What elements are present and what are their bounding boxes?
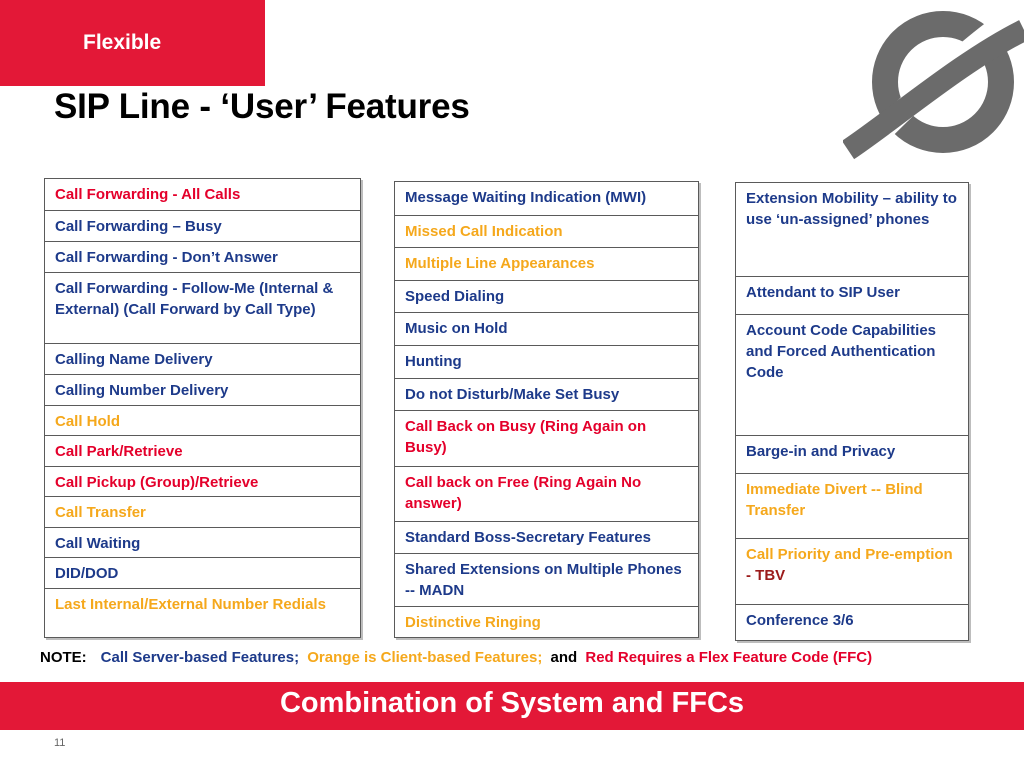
page-number: 11	[54, 737, 66, 749]
note-label: NOTE:	[40, 649, 87, 666]
feature-label: Call Priority and Pre-emption	[746, 546, 953, 563]
feature-label: Call Pickup (Group)/Retrieve	[55, 474, 259, 491]
feature-item	[45, 557, 360, 588]
feature-item	[45, 272, 360, 343]
feature-item	[45, 435, 360, 466]
slide-title: SIP Line - ‘User’ Features	[54, 87, 470, 126]
feature-label: Attendant to SIP User	[746, 284, 900, 301]
feature-label: Call Forwarding - Follow-Me (Internal & External) (Call Forward by Call Type)	[55, 280, 334, 318]
feature-item	[736, 473, 968, 538]
feature-label: Barge-in and Privacy	[746, 443, 896, 460]
feature-tbv-label: - TBV	[746, 567, 786, 584]
feature-item	[45, 343, 360, 374]
feature-label: Immediate Divert -- Blind Transfer	[746, 481, 923, 519]
feature-label: Shared Extensions on Multiple Phones -- MADN	[405, 561, 682, 599]
feature-label: Call Forwarding - All Calls	[55, 186, 241, 203]
feature-label: Last Internal/External Number Redials	[55, 596, 326, 613]
section-tag	[0, 0, 265, 86]
feature-item	[736, 183, 968, 276]
feature-label: Call Forwarding – Busy	[55, 218, 222, 235]
feature-label: Call Park/Retrieve	[55, 443, 183, 460]
globe-logo-icon	[843, 0, 1024, 170]
feature-label: Speed Dialing	[405, 288, 505, 305]
feature-item	[45, 241, 360, 272]
feature-label: Standard Boss-Secretary Features	[405, 529, 651, 546]
feature-item	[45, 210, 360, 241]
bottom-banner	[0, 682, 1024, 730]
feature-column-1	[44, 178, 361, 638]
feature-item	[736, 538, 968, 604]
feature-label: Calling Number Delivery	[55, 382, 229, 399]
feature-item	[45, 588, 360, 639]
legend-note	[40, 649, 876, 666]
note-blue-legend: Call Server-based Features;	[100, 649, 300, 666]
feature-item	[736, 604, 968, 642]
feature-label: Do not Disturb/Make Set Busy	[405, 386, 620, 403]
feature-label: Call Forwarding - Don’t Answer	[55, 249, 278, 266]
feature-label: Call Back on Busy (Ring Again on Busy)	[405, 418, 647, 456]
feature-label: Extension Mobility – ability to use ‘un-assigned’ phones	[746, 190, 957, 228]
feature-item	[45, 374, 360, 405]
feature-item	[736, 314, 968, 435]
feature-column-3	[735, 182, 969, 641]
feature-item	[395, 378, 698, 410]
feature-item	[395, 182, 698, 215]
feature-label: Distinctive Ringing	[405, 614, 541, 631]
feature-label: Message Waiting Indication (MWI)	[405, 189, 647, 206]
feature-item	[736, 276, 968, 314]
feature-label: Missed Call Indication	[405, 223, 563, 240]
feature-item	[395, 553, 698, 606]
feature-item	[395, 215, 698, 247]
feature-item	[45, 466, 360, 496]
feature-item	[45, 179, 360, 210]
feature-item	[395, 247, 698, 280]
feature-label: Call Transfer	[55, 504, 146, 521]
feature-label: Calling Name Delivery	[55, 351, 213, 368]
feature-column-2	[394, 181, 699, 638]
feature-item	[395, 410, 698, 466]
feature-item	[45, 527, 360, 557]
feature-item	[395, 312, 698, 345]
feature-label: Call Waiting	[55, 535, 141, 552]
feature-label: Conference 3/6	[746, 612, 854, 629]
feature-item	[395, 280, 698, 312]
feature-label: Music on Hold	[405, 320, 508, 337]
banner-text: Combination of System and FFCs	[279, 687, 745, 719]
feature-item	[45, 496, 360, 527]
note-orange-legend: Orange is Client-based Features;	[307, 649, 543, 666]
feature-item	[395, 606, 698, 639]
feature-item	[395, 521, 698, 553]
note-red-legend: Red Requires a Flex Feature Code (FFC)	[585, 649, 873, 666]
feature-item	[395, 466, 698, 521]
feature-label: Account Code Capabilities and Forced Authentication Code	[746, 322, 937, 381]
note-and: and	[550, 649, 578, 666]
feature-label: DID/DOD	[55, 565, 119, 582]
feature-label: Call Hold	[55, 413, 121, 430]
feature-item	[45, 405, 360, 435]
section-tag-label: Flexible	[83, 31, 162, 54]
feature-label: Call back on Free (Ring Again No answer)	[405, 474, 642, 512]
feature-label: Multiple Line Appearances	[405, 255, 595, 272]
feature-label: Hunting	[405, 353, 462, 370]
feature-item	[395, 345, 698, 378]
feature-item	[736, 435, 968, 473]
